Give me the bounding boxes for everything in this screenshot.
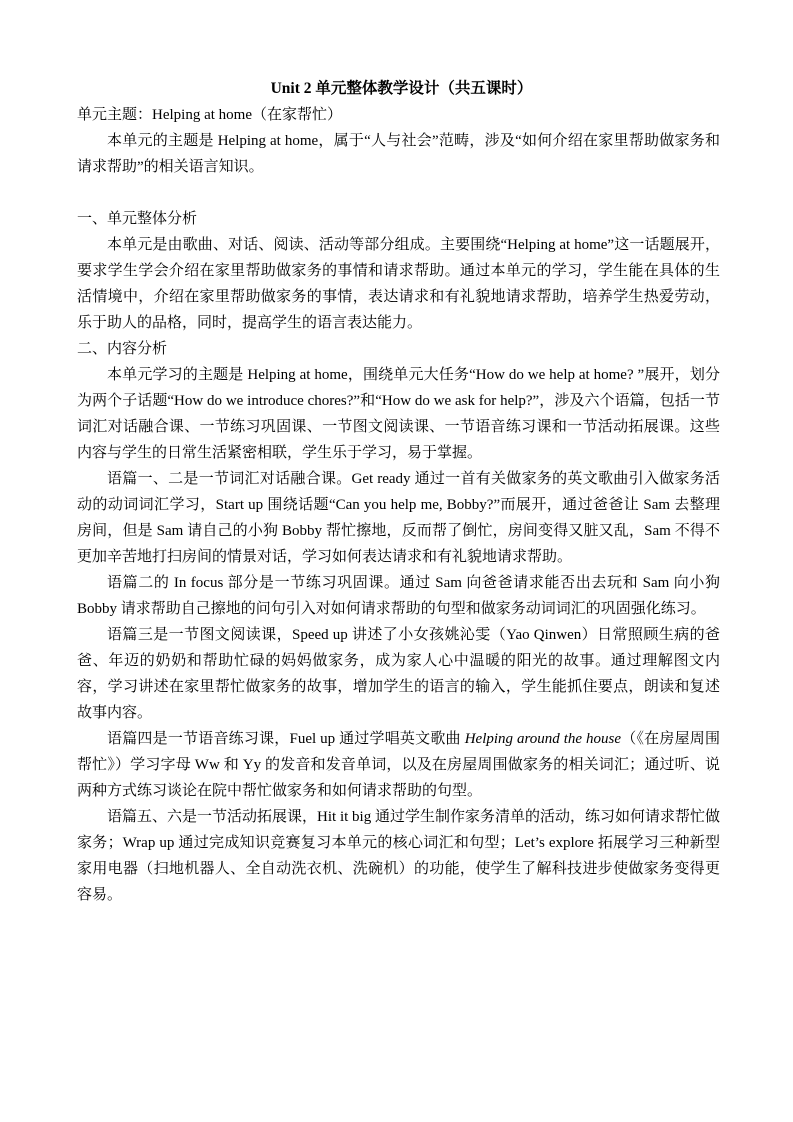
unit-analysis-paragraph: 本单元是由歌曲、对话、阅读、活动等部分组成。主要围绕“Helping at home”这一话题展开，要求学生学会介绍在家里帮助做家务的事情和请求帮助。通过本单元的学习，学生能在具体的生活情境中，介绍在家里帮助做家务的事情，表达请求和有礼貌地请求帮助，培养学生热爱劳动，乐于助人的品格，同时，提高学生的语言表达能力。 (77, 237, 720, 331)
intro-paragraph: 本单元的主题是 Helping at home，属于“人与社会”范畴，涉及“如何介绍在家里帮助做家务和请求帮助”的相关语言知识。 (77, 133, 720, 175)
content-analysis-paragraph-4: 语篇三是一节图文阅读课，Speed up 讲述了小女孩姚沁雯（Yao Qinwen）日常照顾生病的爸爸、年迈的奶奶和帮助忙碌的妈妈做家务，成为家人心中温暖的阳光的故事。通过理解图文内容，学习讲述在家里帮忙做家务的故事，增加学生的语言的输入，学生能抓住要点，朗读和复述故事内容。 (77, 627, 720, 721)
content-analysis-paragraph-3: 语篇二的 In focus 部分是一节练习巩固课。通过 Sam 向爸爸请求能否出去玩和 Sam 向小狗 Bobby 请求帮助自己擦地的问句引入对如何请求帮助的句型和做家务动词词汇的巩固强化练习。 (77, 575, 720, 617)
paragraph-5-text-after: （《在房屋周围帮忙》）学习字母 Ww 和 Yy 的发音和发音单词，以及在房屋周围做家务的相关词汇；通过听、说两种方式练习谈论在院中帮忙做家务和如何请求帮助的句型。 (77, 731, 720, 799)
content-analysis-paragraph-5 (77, 726, 720, 804)
unit-theme-line: 单元主题：Helping at home（在家帮忙） (77, 107, 342, 123)
paragraph-5-text-before: 语篇四是一节语音练习课，Fuel up 通过学唱英文歌曲 (107, 731, 465, 747)
song-title: Helping around the house (464, 731, 622, 747)
section-heading-unit-analysis: 一、单元整体分析 (77, 211, 198, 227)
content-analysis-paragraph-1: 本单元学习的主题是 Helping at home，围绕单元大任务“How do we help at home? ”展开，划分为两个子话题“How do we introduce chores?”和“How do we ask for help?”，涉及六个语篇，包括一节词汇对话融合课、一节练习巩固课、一节图文阅读课、一节语音练习课和一节活动拓展课。这些内容与学生的日常生活紧密相联，学生乐于学习，易于掌握。 (77, 367, 720, 461)
content-analysis-paragraph-2: 语篇一、二是一节词汇对话融合课。Get ready 通过一首有关做家务的英文歌曲引入做家务活动的动词词汇学习，Start up 围绕话题“Can you help me, Bobby?”而展开，通过爸爸让 Sam 去整理房间，但是 Sam 请自己的小狗 Bobby 帮忙擦地，反而帮了倒忙，房间变得又脏又乱，Sam 不得不更加辛苦地打扫房间的情景对话，学习如何表达请求和有礼貌地请求帮助。 (77, 471, 720, 565)
section-heading-content-analysis: 二、内容分析 (77, 341, 168, 357)
blank-line (77, 180, 720, 206)
document-page (77, 78, 720, 908)
document-title: Unit 2 单元整体教学设计（共五课时） (270, 80, 533, 97)
content-analysis-paragraph-6: 语篇五、六是一节活动拓展课，Hit it big 通过学生制作家务清单的活动，练习如何请求帮忙做家务；Wrap up 通过完成知识竞赛复习本单元的核心词汇和句型；Let’s explore 拓展学习三种新型家用电器（扫地机器人、全自动洗衣机、洗碗机）的功能，使学生了解科技进步使做家务变得更容易。 (77, 809, 720, 903)
